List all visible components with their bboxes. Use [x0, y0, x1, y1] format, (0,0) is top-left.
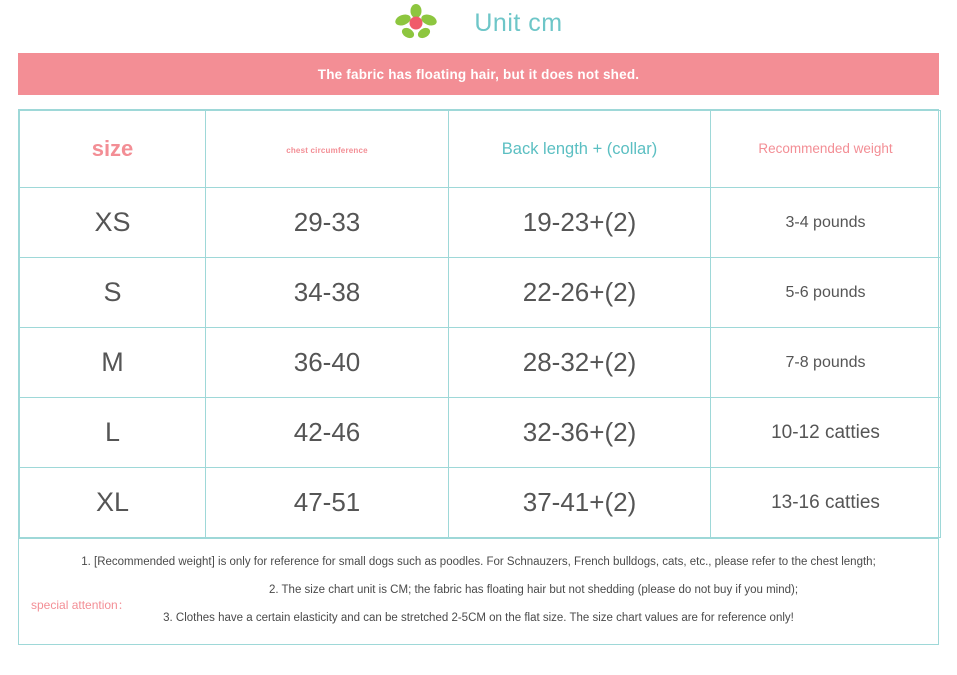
cell-chest: 29-33	[206, 188, 449, 258]
cell-back-length: 28-32+(2)	[449, 328, 711, 398]
column-header-back-length: Back length + (collar)	[449, 111, 711, 188]
cell-back-length: 37-41+(2)	[449, 468, 711, 538]
special-attention-label: special attention：	[31, 598, 130, 612]
table-row	[20, 398, 941, 468]
header	[0, 0, 957, 46]
cell-size: XL	[20, 468, 206, 538]
cell-back-length: 32-36+(2)	[449, 398, 711, 468]
cell-size: L	[20, 398, 206, 468]
cell-weight: 7-8 pounds	[711, 328, 941, 398]
cell-chest: 47-51	[206, 468, 449, 538]
cell-size: M	[20, 328, 206, 398]
size-table-wrapper	[18, 109, 939, 539]
notes-section	[18, 539, 939, 645]
table-row	[20, 328, 941, 398]
column-header-chest: chest circumference	[206, 111, 449, 188]
cell-weight: 13-16 catties	[711, 468, 941, 538]
flower-icon	[394, 3, 438, 43]
size-table	[19, 110, 941, 538]
cell-weight: 3-4 pounds	[711, 188, 941, 258]
table-row	[20, 258, 941, 328]
fabric-notice-text: The fabric has floating hair, but it does not shed.	[317, 66, 640, 82]
cell-weight: 5-6 pounds	[711, 258, 941, 328]
column-header-recommended-weight: Recommended weight	[711, 111, 941, 188]
cell-weight: 10-12 catties	[711, 398, 941, 468]
table-row	[20, 468, 941, 538]
cell-back-length: 22-26+(2)	[449, 258, 711, 328]
note-line-1: 1. [Recommended weight] is only for reference for small dogs such as poodles. For Schnauzers, French bulldogs, cats, etc., please refer to the chest length;	[81, 556, 876, 568]
table-row	[20, 188, 941, 258]
column-header-size: size	[20, 111, 206, 188]
cell-back-length: 19-23+(2)	[449, 188, 711, 258]
table-header-row	[20, 111, 941, 188]
cell-size: S	[20, 258, 206, 328]
note-line-3: 3. Clothes have a certain elasticity and can be stretched 2-5CM on the flat size. The size chart values are for reference only!	[163, 611, 794, 624]
page-title: Unit cm	[474, 8, 563, 37]
fabric-notice-banner	[18, 53, 939, 95]
cell-chest: 42-46	[206, 398, 449, 468]
cell-size: XS	[20, 188, 206, 258]
cell-chest: 34-38	[206, 258, 449, 328]
note-line-2: 2. The size chart unit is CM; the fabric has floating hair but not shedding (please do not buy if you mind);	[268, 583, 799, 596]
cell-chest: 36-40	[206, 328, 449, 398]
